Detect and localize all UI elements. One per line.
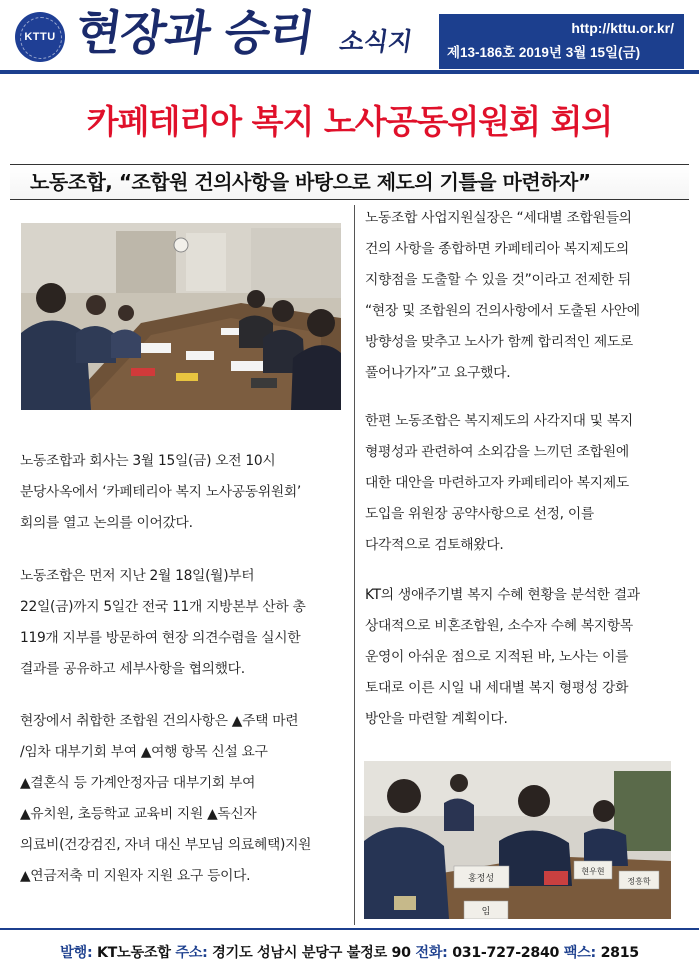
nameplate-4: 임	[481, 907, 491, 917]
issue-box	[439, 14, 684, 69]
newsletter-subtitle: 소식지	[337, 27, 415, 56]
meeting-photo-icon	[21, 223, 341, 410]
right-paragraph-1: 노동조합 사업지원실장은 “세대별 조합원들의 건의 사항을 종합하면 카페테리아 복지제도의 지향점을 도출할 수 있을 것”이라고 전제한 뒤 “현장 및 조합원의 건의사항에서 도출된 사안에 방향성을 맞추고 노사가 함께 합리적인 제도로 풀어나가자”고 요구했다.	[365, 210, 640, 381]
meeting-closeup-photo	[364, 761, 671, 919]
footer-divider	[0, 928, 699, 930]
website-url: http://kttu.or.kr/	[571, 20, 674, 36]
fax-label: 팩스:	[563, 945, 596, 961]
meeting-photo	[21, 223, 341, 410]
column-divider	[354, 205, 355, 925]
right-paragraph-2: 한편 노동조합은 복지제도의 사각지대 및 복지 형평성과 관련하여 소외감을 느끼던 조합원에 대한 대안을 마련하고자 카페테리아 복지제도 도입을 위원장 공약사항으로 선정, 이를 다각적으로 검토해왔다.	[365, 413, 633, 553]
publisher-label: 발행:	[60, 945, 93, 961]
nameplate-1: 홍정성	[467, 874, 495, 884]
article-headline: 카페테리아 복지 노사공동위원회 회의	[86, 102, 613, 141]
phone-number: 031-727-2840	[452, 945, 560, 961]
phone-label: 전화:	[415, 945, 448, 961]
left-paragraph-3: 현장에서 취합한 조합원 건의사항은 ▲주택 마련 /임차 대부기회 부여 ▲여행 항목 신설 요구 ▲결혼식 등 가계안정자금 대부기회 부여 ▲유치원, 초등학교 교육비 지원 ▲독신자 의료비(건강검진, 자녀 대신 부모님 의료혜택)지원 ▲연금저축 미 지원자 지원 요구 등이다.	[20, 713, 312, 884]
publisher: KT노동조합	[96, 945, 171, 961]
left-paragraph-1: 노동조합과 회사는 3월 15일(금) 오전 10시 분당사옥에서 ‘카페테리아 복지 노사공동위원회’ 회의를 열고 논의를 이어갔다.	[20, 453, 301, 531]
left-paragraph-2: 노동조합은 먼저 지난 2월 18일(월)부터 22일(금)까지 5일간 전국 11개 지방본부 산하 총 119개 지부를 방문하여 현장 의견수렴을 실시한 결과를 공유하고 세부사항을 협의했다.	[20, 568, 306, 677]
fax-number: 2815	[600, 945, 639, 961]
nameplate-3: 정흥학	[627, 877, 651, 886]
nameplate-2: 현우현	[581, 867, 605, 876]
address-label: 주소:	[175, 945, 208, 961]
right-paragraph-3: KT의 생애주기별 복지 수혜 현황을 분석한 결과 상대적으로 비혼조합원, 소수자 수혜 복지항목 운영이 아쉬운 점으로 지적된 바, 노사는 이를 토대로 이른 시일 내 세대별 복지 형평성 강화 방안을 마련할 계획이다.	[365, 587, 640, 727]
logo-text: KTTU	[24, 31, 56, 43]
meeting-closeup-photo-icon	[364, 761, 671, 919]
masthead-divider	[0, 70, 699, 74]
issue-number-date: 제13-186호 2019년 3월 15일(금)	[447, 45, 641, 60]
newsletter-title: 현장과 승리	[72, 6, 318, 61]
address: 경기도 성남시 분당구 불정로 90	[212, 945, 411, 961]
article-subheadline: 노동조합, “조합원 건의사항을 바탕으로 제도의 기틀을 마련하자”	[10, 164, 689, 200]
footer	[0, 942, 699, 962]
kttu-logo	[15, 12, 65, 62]
masthead	[0, 0, 699, 72]
